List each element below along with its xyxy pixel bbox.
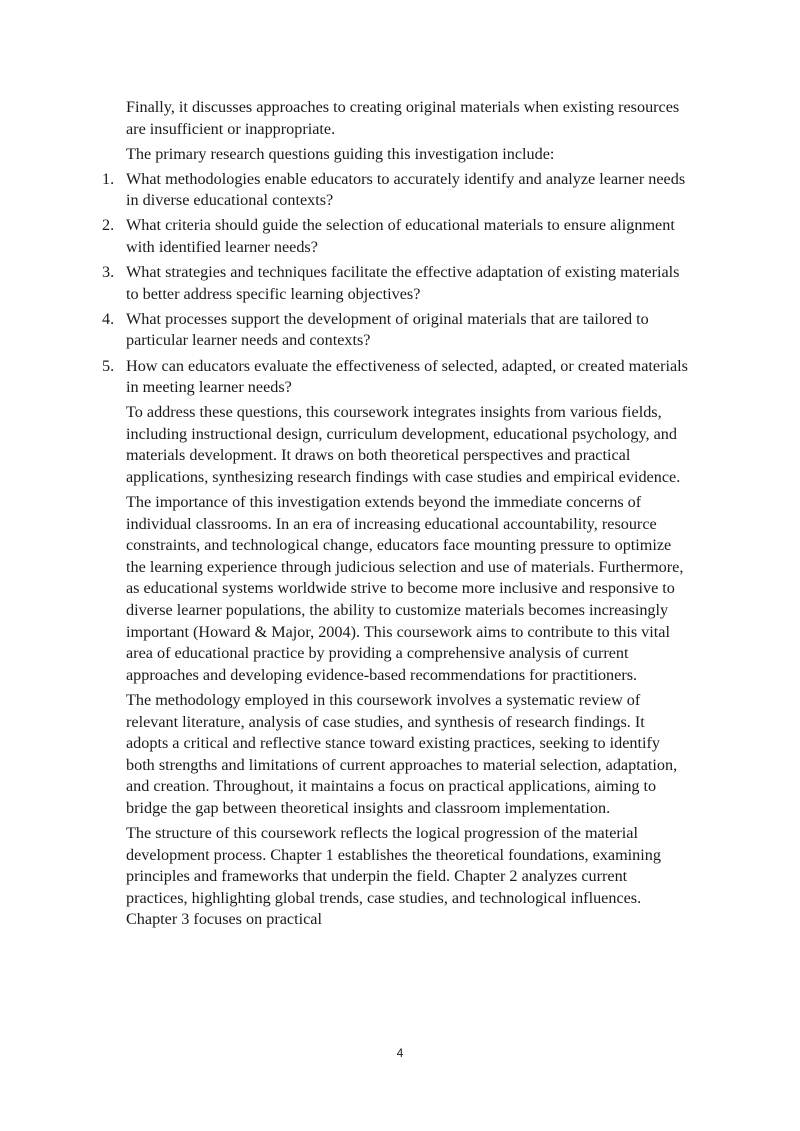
list-number: 1. xyxy=(102,169,115,188)
list-item-text: What methodologies enable educators to accurately identify and analyze learner needs in diverse educational contexts? xyxy=(126,169,686,210)
list-number: 3. xyxy=(102,263,115,282)
page-number: 4 xyxy=(396,1046,404,1060)
paragraph-structure: The structure of this coursework reflects the logical progression of the material development process. Chapter 1 establishes the theoretical foundations, examining principles and frameworks that underpin the field. Chapter 2 analyzes current practices, highlighting global trends, case studies, and technological influences. Chapter 3 focuses on practical xyxy=(126,824,661,929)
paragraph-importance: The importance of this investigation extends beyond the immediate concerns of individual classrooms. In an era of increasing educational accountability, resource constraints, and technological change, educators face mounting pressure to optimize the learning experience through judicious selection and use of materials. Furthermore, as educational systems worldwide strive to become more inclusive and responsive to diverse learner populations, the ability to customize materials becomes increasingly important (Howard & Major, 2004). This coursework aims to contribute to this vital area of educational practice by providing a comprehensive analysis of current approaches and developing evidence-based recommendations for practitioners. xyxy=(126,493,684,684)
list-item xyxy=(102,169,690,212)
paragraph-finally: Finally, it discusses approaches to creating original materials when existing resources are insufficient or inappropriate. xyxy=(126,98,680,138)
paragraph-methodology: The methodology employed in this coursework involves a systematic review of relevant literature, analysis of case studies, and synthesis of research findings. It adopts a critical and reflective stance toward existing practices, seeking to identify both strengths and limitations of current approaches to material selection, adaptation, and creation. Throughout, it maintains a focus on practical applications, aiming to bridge the gap between theoretical insights and classroom implementation. xyxy=(126,690,678,817)
paragraph-approach: To address these questions, this coursework integrates insights from various fields, including instructional design, curriculum development, educational psychology, and materials development. It draws on both theoretical perspectives and practical applications, synthesizing research findings with case studies and empirical evidence. xyxy=(126,403,681,486)
research-questions-list xyxy=(102,169,690,399)
list-number: 5. xyxy=(102,356,115,375)
list-number: 4. xyxy=(102,309,115,328)
paragraph-questions-lead: The primary research questions guiding this investigation include: xyxy=(126,144,555,163)
list-item-text: What criteria should guide the selection of educational materials to ensure alignment with identified learner needs? xyxy=(126,216,675,257)
list-item-text: What processes support the development of original materials that are tailored to particular learner needs and contexts? xyxy=(126,309,649,350)
list-item xyxy=(102,262,690,305)
list-item xyxy=(102,309,690,352)
list-item-text: What strategies and techniques facilitate the effective adaptation of existing materials to better address specific learning objectives? xyxy=(126,263,680,303)
list-item xyxy=(102,215,690,258)
list-number: 2. xyxy=(102,216,115,235)
list-item xyxy=(102,356,690,399)
list-item-text: How can educators evaluate the effectiveness of selected, adapted, or created materials in meeting learner needs? xyxy=(126,356,688,397)
page-content xyxy=(102,97,690,934)
